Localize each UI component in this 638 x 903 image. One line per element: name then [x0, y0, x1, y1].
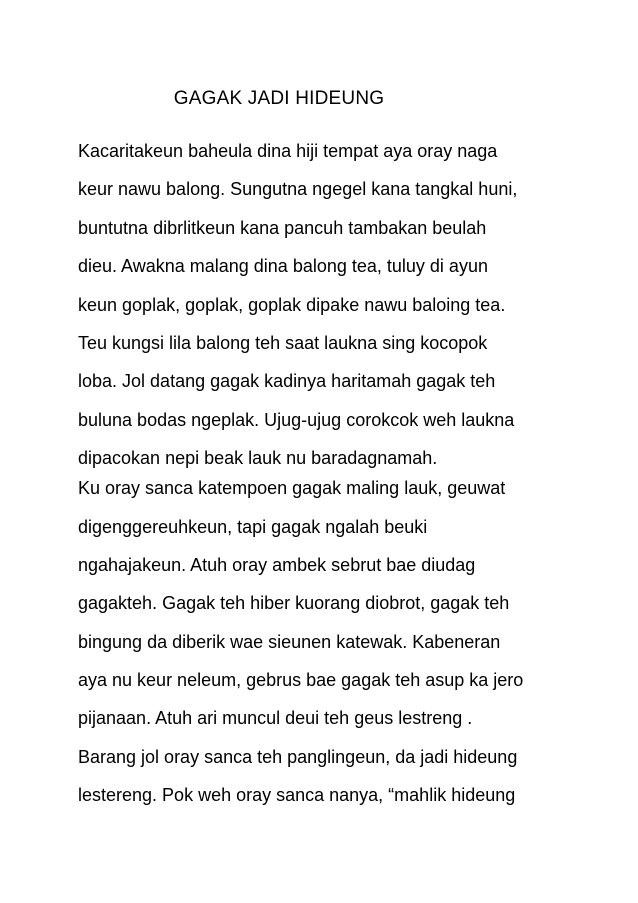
text-line: aya nu keur neleum, gebrus bae gagak teh asup ka jero — [78, 670, 524, 691]
text-line: digenggereuhkeun, tapi gagak ngalah beuki — [78, 516, 428, 537]
text-line: Kacaritakeun baheula dina hiji tempat aya oray naga — [78, 141, 498, 161]
text-line: bingung da diberik wae sieunen katewak. Kabeneran — [78, 631, 501, 652]
text-line: pijanaan. Atuh ari muncul deui teh geus lestreng . — [78, 708, 473, 729]
text-line: keur nawu balong. Sungutna ngegel kana tangkal huni, — [78, 179, 518, 200]
text-line: ngahajakeun. Atuh oray ambek sebrut bae diudag — [78, 554, 476, 575]
text-line: loba. Jol datang gagak kadinya haritamah gagak teh — [78, 371, 496, 392]
text-line: keun goplak, goplak, goplak dipake nawu baloing tea. — [78, 294, 506, 315]
document-title: GAGAK JADI HIDEUNG — [173, 88, 385, 109]
text-line: dieu. Awakna malang dina balong tea, tuluy di ayun — [78, 256, 488, 277]
text-line: Teu kungsi lila balong teh saat laukna sing kocopok — [78, 332, 488, 353]
text-line: buluna bodas ngeplak. Ujug-ujug corokcok weh laukna — [78, 409, 515, 430]
story-body — [78, 140, 568, 823]
text-line: buntutna dibrlitkeun kana pancuh tambakan beulah — [78, 217, 487, 238]
text-line: gagakteh. Gagak teh hiber kuorang diobrot, gagak teh — [78, 593, 510, 614]
text-line: dipacokan nepi beak lauk nu baradagnamah. — [78, 448, 438, 469]
text-line: Ku oray sanca katempoen gagak maling lauk, geuwat — [78, 478, 506, 499]
text-line: lestereng. Pok weh oray sanca nanya, “mahlik hideung — [78, 785, 516, 806]
text-line: Barang jol oray sanca teh panglingeun, da jadi hideung — [78, 746, 518, 767]
